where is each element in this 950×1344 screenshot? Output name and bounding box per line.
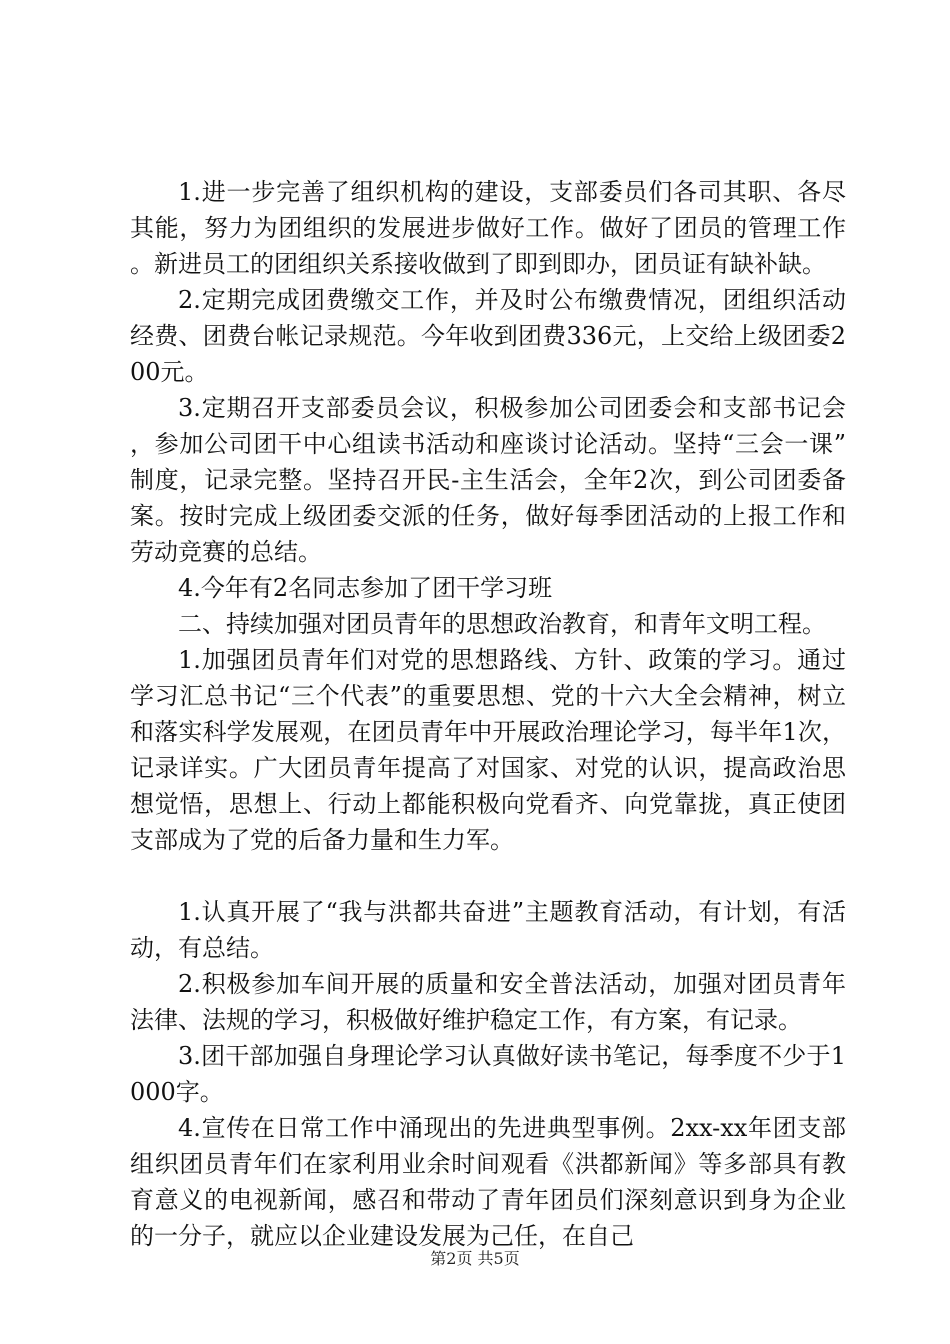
paragraph-typical-cases: 4.宣传在日常工作中涌现出的先进典型事例。2xx-xx年团支部组织团员青年们在家利用业余时间观看《洪都新闻》等多部具有教育意义的电视新闻，感召和带动了青年团员们深刻意识到身为企业的一分子，就应以企业建设发展为己任，在自己 bbox=[130, 1114, 846, 1250]
page-number-footer: 第2页 共5页 bbox=[430, 1249, 520, 1268]
blank-line bbox=[130, 858, 846, 894]
paragraph-training-class: 4.今年有2名同志参加了团干学习班 bbox=[178, 574, 553, 602]
paragraph-party-study: 1.加强团员青年们对党的思想路线、方针、政策的学习。通过学习汇总书记“三个代表”的重要思想、党的十六大全会精神，树立和落实科学发展观，在团员青年中开展政治理论学习，每半年1次，记录详实。广大团员青年提高了对国家、对党的认识，提高政治思想觉悟，思想上、行动上都能积极向党看齐、向党靠拢，真正使团支部成为了党的后备力量和生力军。 bbox=[130, 646, 846, 854]
paragraph-theme-education: 1.认真开展了“我与洪都共奋进”主题教育活动，有计划，有活动，有总结。 bbox=[130, 898, 846, 962]
paragraph-reading-notes: 3.团干部加强自身理论学习认真做好读书笔记，每季度不少于1000字。 bbox=[130, 1042, 846, 1106]
paragraph-dues-payment: 2.定期完成团费缴交工作，并及时公布缴费情况，团组织活动经费、团费台帐记录规范。今年收到团费336元，上交给上级团委200元。 bbox=[130, 286, 846, 386]
paragraph-committee-meetings: 3.定期召开支部委员会议，积极参加公司团委会和支部书记会，参加公司团干中心组读书活动和座谈讨论活动。坚持“三会一课”制度，记录完整。坚持召开民-主生活会，全年2次，到公司团委备案。按时完成上级团委交派的任务，做好每季团活动的上报工作和劳动竞赛的总结。 bbox=[130, 394, 846, 566]
paragraph-law-education: 2.积极参加车间开展的质量和安全普法活动，加强对团员青年法律、法规的学习，积极做好维护稳定工作，有方案，有记录。 bbox=[130, 970, 846, 1034]
document-body bbox=[130, 174, 846, 1254]
section-heading-political-education: 二、持续加强对团员青年的思想政治教育，和青年文明工程。 bbox=[178, 610, 826, 638]
paragraph-org-construction: 1.进一步完善了组织机构的建设，支部委员们各司其职、各尽其能，努力为团组织的发展进步做好工作。做好了团员的管理工作。新进员工的团组织关系接收做到了即到即办，团员证有缺补缺。 bbox=[130, 178, 846, 278]
